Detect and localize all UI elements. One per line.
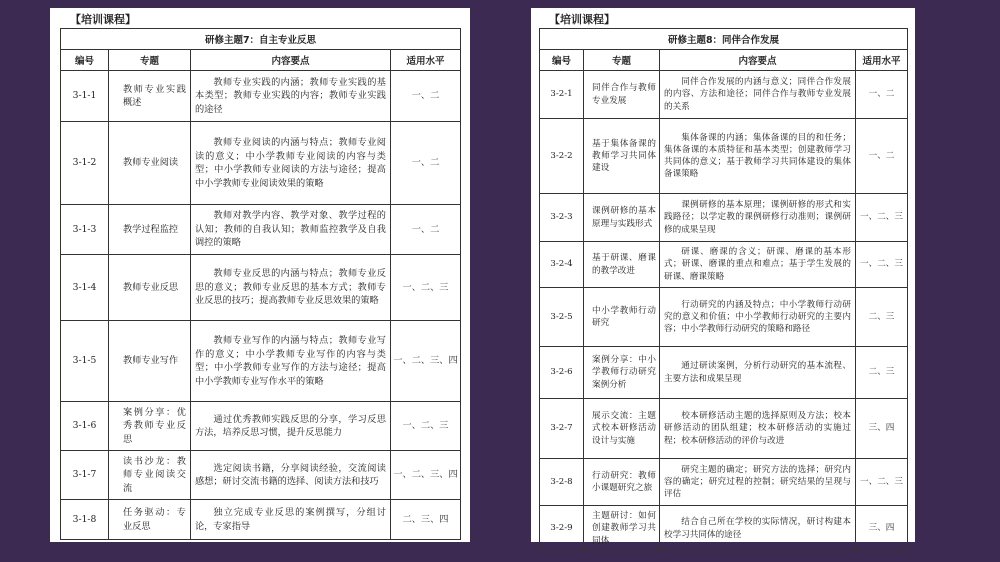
table-row bbox=[61, 500, 461, 540]
row-level: 二、三 bbox=[856, 347, 908, 399]
row-topic: 行动研究：教师小课题研究之旅 bbox=[584, 459, 660, 506]
column-header: 适用水平 bbox=[856, 50, 908, 71]
table-row bbox=[540, 119, 908, 194]
row-topic: 基于集体备课的教师学习共同体建设 bbox=[584, 119, 660, 194]
row-content: 通过优秀教师实践反思的分享，学习反思方法，培养反思习惯，提升反思能力 bbox=[191, 402, 391, 451]
table-row bbox=[540, 347, 908, 399]
table-row bbox=[61, 205, 461, 255]
row-content: 校本研修活动主题的选择原则及方法；校本研修活动的团队组建；校本研修活动的实施过程；校本研修活动的评价与改进 bbox=[660, 399, 856, 459]
row-id: 3-2-3 bbox=[540, 194, 584, 242]
row-level: 一、二、三 bbox=[391, 402, 461, 451]
column-header: 专题 bbox=[109, 50, 191, 71]
row-level: 一、二 bbox=[391, 122, 461, 205]
document-page-right bbox=[531, 8, 915, 546]
row-topic: 案例分享：优秀教师专业反思 bbox=[109, 402, 191, 451]
section-label: 【培训课程】 bbox=[70, 13, 136, 26]
row-topic: 读书沙龙：教师专业阅读交流 bbox=[109, 451, 191, 500]
row-topic: 教师专业写作 bbox=[109, 321, 191, 402]
row-content: 教师对教学内容、教学对象、教学过程的认知；教师的自我认知；教师监控教学及自我调控的策略 bbox=[191, 205, 391, 255]
row-level: 一、二、三、四 bbox=[391, 451, 461, 500]
column-header: 编号 bbox=[61, 50, 109, 71]
row-content: 教师专业写作的内涵与特点；教师专业写作的意义；中小学教师专业写作的内容与类型；中小学教师专业写作的方法与途径；提高中小学教师专业写作水平的策略 bbox=[191, 321, 391, 402]
row-topic: 课例研修的基本原理与实践形式 bbox=[584, 194, 660, 242]
row-level: 三、四 bbox=[856, 399, 908, 459]
row-topic: 中小学教师行动研究 bbox=[584, 288, 660, 347]
row-id: 3-1-7 bbox=[61, 451, 109, 500]
row-id: 3-2-2 bbox=[540, 119, 584, 194]
row-topic: 教师专业阅读 bbox=[109, 122, 191, 205]
row-topic: 展示交流：主题式校本研修活动设计与实施 bbox=[584, 399, 660, 459]
column-header: 内容要点 bbox=[191, 50, 391, 71]
row-id: 3-1-1 bbox=[61, 71, 109, 122]
table-row bbox=[540, 242, 908, 288]
column-header: 适用水平 bbox=[391, 50, 461, 71]
row-level: 三、四 bbox=[856, 506, 908, 552]
row-content: 课例研修的基本原理；课例研修的形式和实践路径；以学定教的课例研修行动准则；课例研修的成果呈现 bbox=[660, 194, 856, 242]
row-content: 结合自己所在学校的实际情况，研讨构建本校学习共同体的途径 bbox=[660, 506, 856, 552]
row-id: 3-1-3 bbox=[61, 205, 109, 255]
row-level: 一、二、三、四 bbox=[391, 321, 461, 402]
row-topic: 教师专业实践概述 bbox=[109, 71, 191, 122]
table-row bbox=[540, 459, 908, 506]
table-row bbox=[540, 194, 908, 242]
table-row bbox=[540, 506, 908, 552]
row-id: 3-2-4 bbox=[540, 242, 584, 288]
column-header: 编号 bbox=[540, 50, 584, 71]
row-id: 3-2-8 bbox=[540, 459, 584, 506]
row-content: 独立完成专业反思的案例撰写，分组讨论，专家指导 bbox=[191, 500, 391, 540]
course-table bbox=[60, 28, 461, 540]
row-id: 3-1-4 bbox=[61, 255, 109, 321]
table-row bbox=[540, 71, 908, 119]
table-row bbox=[61, 402, 461, 451]
row-id: 3-2-9 bbox=[540, 506, 584, 552]
row-content: 选定阅读书籍，分享阅读经验，交流阅读感想；研讨交流书籍的选择、阅读方法和技巧 bbox=[191, 451, 391, 500]
row-content: 集体备课的内涵；集体备课的目的和任务；集体备课的本质特征和基本类型；创建教师学习共同体的意义；基于教师学习共同体建设的集体备课策略 bbox=[660, 119, 856, 194]
row-level: 一、二 bbox=[391, 71, 461, 122]
row-level: 一、二、三 bbox=[391, 255, 461, 321]
course-table bbox=[539, 28, 908, 552]
row-level: 一、二 bbox=[391, 205, 461, 255]
row-topic: 基于研课、磨课的教学改进 bbox=[584, 242, 660, 288]
row-id: 3-2-5 bbox=[540, 288, 584, 347]
row-level: 一、二、三 bbox=[856, 194, 908, 242]
row-content: 教师专业实践的内涵；教师专业实践的基本类型；教师专业实践的内容；教师专业实践的途径 bbox=[191, 71, 391, 122]
row-id: 3-2-1 bbox=[540, 71, 584, 119]
row-level: 一、二 bbox=[856, 119, 908, 194]
row-topic: 教学过程监控 bbox=[109, 205, 191, 255]
row-content: 研究主题的确定；研究方法的选择；研究内容的确定；研究过程的控制；研究结果的呈现与评估 bbox=[660, 459, 856, 506]
row-id: 3-1-5 bbox=[61, 321, 109, 402]
row-content: 通过研读案例，分析行动研究的基本流程、主要方法和成果呈现 bbox=[660, 347, 856, 399]
row-level: 一、二、三 bbox=[856, 459, 908, 506]
row-level: 一、二、三 bbox=[856, 242, 908, 288]
column-header: 专题 bbox=[584, 50, 660, 71]
row-level: 二、三 bbox=[856, 288, 908, 347]
table-row bbox=[61, 255, 461, 321]
row-topic: 同伴合作与教师专业发展 bbox=[584, 71, 660, 119]
table-row bbox=[61, 321, 461, 402]
row-level: 二、三、四 bbox=[391, 500, 461, 540]
row-level: 一、二 bbox=[856, 71, 908, 119]
row-content: 行动研究的内涵及特点；中小学教师行动研究的意义和价值；中小学教师行动研究的主要内容；中小学教师行动研究的策略和路径 bbox=[660, 288, 856, 347]
row-id: 3-2-7 bbox=[540, 399, 584, 459]
row-topic: 任务驱动：专业反思 bbox=[109, 500, 191, 540]
theme-title: 研修主题7：自主专业反思 bbox=[61, 29, 461, 50]
row-content: 教师专业反思的内涵与特点；教师专业反思的意义；教师专业反思的基本方式；教师专业反思的技巧；提高教师专业反思效果的策略 bbox=[191, 255, 391, 321]
column-header: 内容要点 bbox=[660, 50, 856, 71]
table-header bbox=[540, 50, 908, 71]
row-id: 3-1-2 bbox=[61, 122, 109, 205]
table-row bbox=[61, 122, 461, 205]
row-topic: 案例分享：中小学教师行动研究案例分析 bbox=[584, 347, 660, 399]
row-topic: 主题研讨：如何创建教师学习共同体 bbox=[584, 506, 660, 552]
table-row bbox=[61, 71, 461, 122]
section-label: 【培训课程】 bbox=[549, 13, 615, 26]
table-row bbox=[540, 399, 908, 459]
table-row bbox=[540, 288, 908, 347]
row-id: 3-2-6 bbox=[540, 347, 584, 399]
document-page-left bbox=[50, 8, 470, 542]
row-id: 3-1-8 bbox=[61, 500, 109, 540]
row-content: 研课、磨课的含义；研课、磨课的基本形式；研课、磨课的重点和难点；基于学生发展的研课、磨课策略 bbox=[660, 242, 856, 288]
table-row bbox=[61, 451, 461, 500]
row-topic: 教师专业反思 bbox=[109, 255, 191, 321]
theme-title: 研修主题8：同伴合作发展 bbox=[540, 29, 908, 50]
row-id: 3-1-6 bbox=[61, 402, 109, 451]
table-header bbox=[61, 50, 461, 71]
row-content: 同伴合作发展的内涵与意义；同伴合作发展的内容、方法和途径；同伴合作与教师专业发展的关系 bbox=[660, 71, 856, 119]
row-content: 教师专业阅读的内涵与特点；教师专业阅读的意义；中小学教师专业阅读的内容与类型；中小学教师专业阅读的方法与途径；提高中小学教师专业阅读效果的策略 bbox=[191, 122, 391, 205]
